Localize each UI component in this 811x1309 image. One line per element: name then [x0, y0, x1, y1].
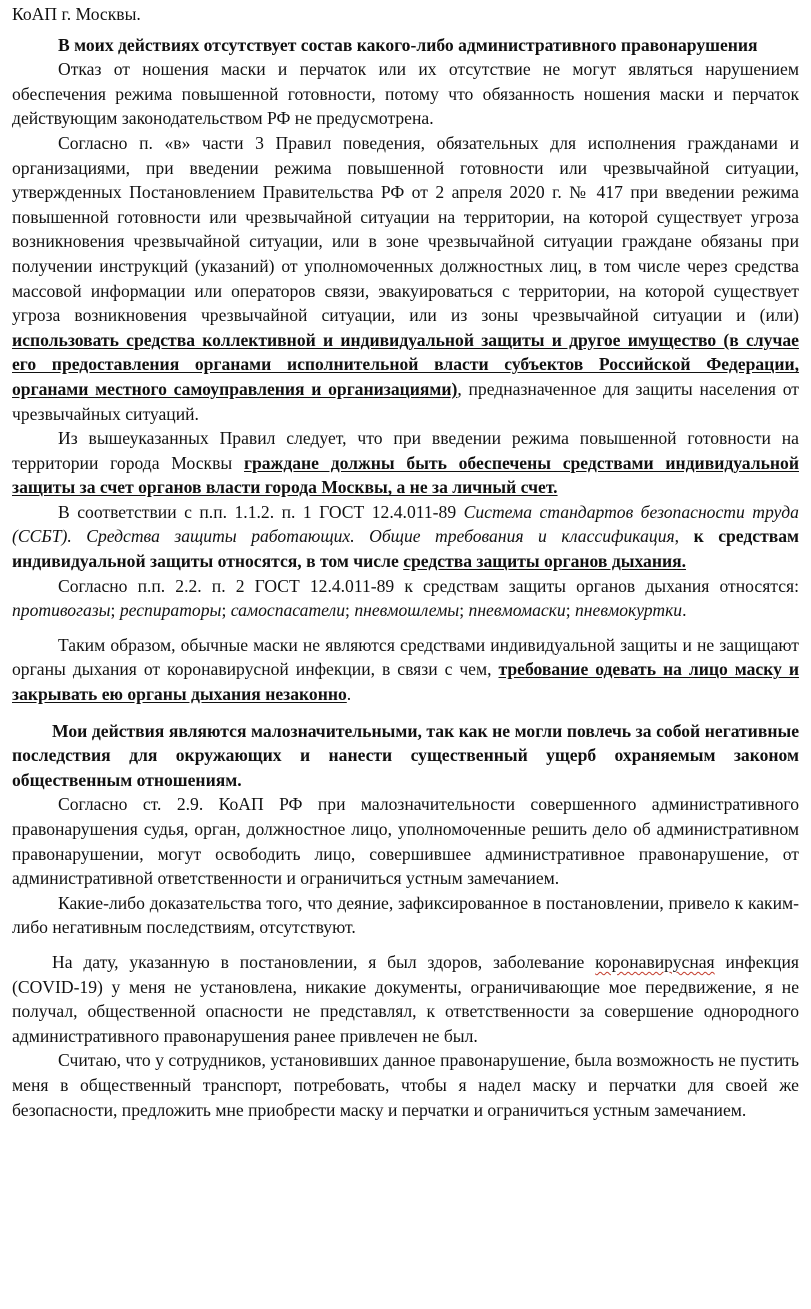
- text: Из вышеуказанных Правил следует, что при введении режима повышенной готовности на территории города Москвы: [12, 428, 799, 473]
- emphasis-unlawful-demand: требование одевать на лицо маску и закрывать ею органы дыхания незаконно: [12, 659, 800, 705]
- heading-insignificance: Мои действия являются малозначительными, так как не могли повлечь за собой негативные последствия для окружающих и нанести существенный ущерб охраняемым законом общественным отношениям.: [12, 720, 799, 790]
- sep: ;: [459, 600, 469, 621]
- sep: ;: [345, 600, 355, 621]
- gost-title: Система стандартов безопасности труда (ССБТ). Средства защиты работающих. Общие требования и классификация: [12, 501, 799, 547]
- paragraph-gost-2: [12, 574, 799, 623]
- text: ,: [674, 526, 694, 547]
- item: пневмошлемы: [354, 600, 460, 621]
- item: пневмомаски: [468, 600, 566, 621]
- paragraph-masks-conclusion: [12, 633, 799, 707]
- item: респираторы: [119, 600, 222, 621]
- heading-no-offense: В моих действиях отсутствует состав какого-либо административного правонарушения: [58, 34, 758, 55]
- paragraph-rules-conclusion: [12, 426, 799, 500]
- sep: ;: [221, 600, 231, 621]
- end: .: [346, 684, 352, 705]
- paragraph-rules-417: [12, 131, 799, 426]
- paragraph-masks-not-required: Отказ от ношения маски и перчаток или их отсутствие не могут являться нарушением обеспечения режима повышенной готовности, потому что обязанность ношения маски и перчаток действующим законодательством РФ не предусмотрена.: [12, 59, 799, 129]
- paragraph-no-evidence: Какие-либо доказательства того, что деяние, зафиксированное в постановлении, привело к каким-либо негативным последствиям, отсутствуют.: [12, 892, 799, 938]
- text: Таким образом, обычные маски не являются средствами индивидуальной защиты и не защищают органы дыхания от коронавирусной инфекции, в связи с чем,: [12, 634, 799, 680]
- emphasis-ppe: к средствам индивидуальной защиты относятся, в том числе: [12, 526, 799, 572]
- clipped-line: КоАП г. Москвы.: [12, 4, 141, 24]
- text: Согласно п.п. 2.2. п. 2 ГОСТ 12.4.011-89 к средствам защиты органов дыхания относятся:: [58, 575, 799, 596]
- item: самоспасатели: [230, 600, 346, 621]
- text: инфекция (COVID-19) у меня не установлена, никакие документы, ограничивающие мое передвижение, я не получал, общественной опасности не представлял, к ответственности за совершение однородного административного правонарушения ранее привлечен не был.: [12, 951, 799, 1046]
- end: .: [682, 600, 687, 621]
- item: противогазы: [12, 600, 111, 621]
- paragraph-article-2-9: Согласно ст. 2.9. КоАП РФ при малозначительности совершенного административного правонарушения судья, орган, должностное лицо, уполномоченные решить дело об административном правонарушении, могут освободить лицо, совершившее административное правонарушение, от административной ответственности и ограничиться устным замечанием.: [12, 794, 799, 889]
- emphasis-city-provides: граждане должны быть обеспечены средствами индивидуальной защиты за счет органов власти города Москвы, а не за личный счет.: [12, 452, 799, 498]
- item: пневмокуртки: [575, 600, 683, 621]
- sep: ;: [110, 600, 120, 621]
- text: , предназначенное для защиты населения от чрезвычайных ситуаций.: [12, 378, 799, 424]
- paragraph-gost-1: [12, 500, 799, 574]
- text: Согласно п. «в» части 3 Правил поведения, обязательных для исполнения гражданами и организациями, при введении режима повышенной готовности или чрезвычайной ситуации, утвержденных Постановлением Правительства РФ от 2 апреля 2020 г. № 417 при введении режима повышенной готовности или чрезвычайной ситуации на территории, на которой существует угроза возникновения чрезвычайной ситуации, или в зоне чрезвычайной ситуации граждане обязаны при получении инструкций (указаний) от уполномоченных должностных лиц, в том числе через средства массовой информации или операторов связи, эвакуироваться с территории, на которой существует угроза возникновения чрезвычайной ситуации, или из зоны чрезвычайной ситуации и (или): [12, 132, 799, 326]
- emphasis-protection-means: использовать средства коллективной и индивидуальной защиты и другое имущество (в случае его предоставления органами исполнительной власти субъектов Российской Федерации, органами местного самоуправления и организациями): [12, 329, 799, 399]
- spellcheck-word: коронавирусная: [595, 951, 715, 972]
- paragraph-health-status: [12, 950, 799, 1048]
- paragraph-officers-alternative: Считаю, что у сотрудников, установивших данное правонарушение, была возможность не пустить меня в общественный транспорт, потребовать, чтобы я надел маску и перчатки для своей же безопасности, предложить мне приобрести маску и перчатки и ограничиться устным замечанием.: [12, 1050, 799, 1120]
- sep: ;: [565, 600, 575, 621]
- emphasis-respiratory: средства защиты органов дыхания.: [403, 551, 687, 572]
- text: На дату, указанную в постановлении, я был здоров, заболевание: [52, 951, 596, 972]
- text: В соответствии с п.п. 1.1.2. п. 1 ГОСТ 12.4.011-89: [58, 501, 464, 522]
